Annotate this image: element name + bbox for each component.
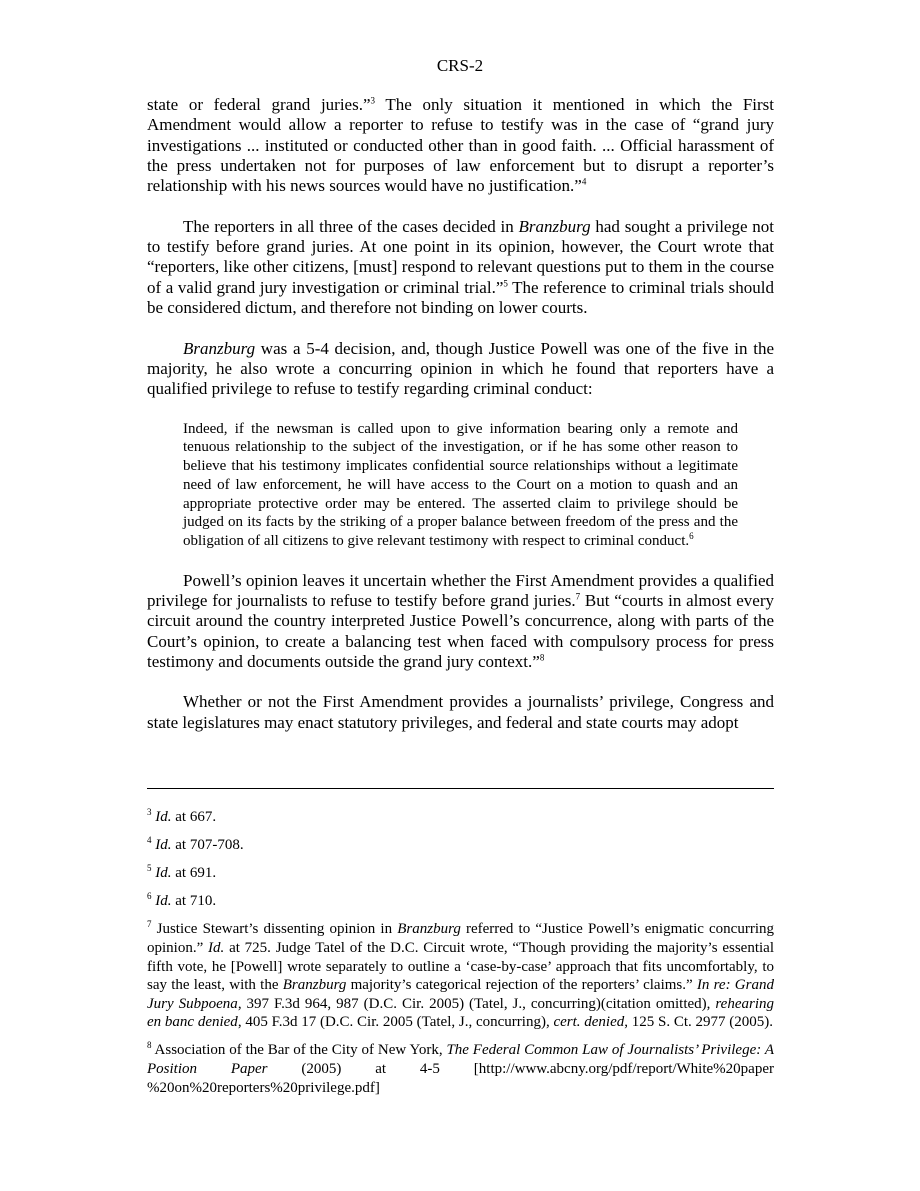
footnote-number: 3: [147, 807, 152, 817]
footnote-text: (2005) at 4-5 [http://www.abcny.org/pdf/report/White%20paper %20on%20reporters%20privilege.pdf]: [147, 1061, 774, 1096]
footnote-id-cite: Id.: [155, 809, 172, 825]
footnote-5: [147, 864, 774, 883]
footnote-6: [147, 892, 774, 911]
footnote-id-cite: Id.: [155, 865, 172, 882]
case-name: Branzburg: [282, 977, 347, 994]
footnote-number: 5: [147, 863, 152, 874]
footnote-number: 7: [147, 919, 152, 930]
footnote-ref-4: 4: [581, 176, 587, 187]
footnote-4: [147, 836, 774, 855]
p4-text-b: But “courts in almost every circuit around the country interpreted Justice Powell’s concurrence, along with parts of the Court’s opinion, to create a balancing test when faced with compulsory process for press testimony and documents outside the grand jury context.”: [147, 590, 774, 671]
footnote-text: , 397 F.3d 964, 987 (D.C. Cir. 2005) (Tatel, J., concurring)(citation omitted),: [237, 995, 716, 1012]
p1-text-a: state or federal grand juries.”: [147, 95, 371, 114]
footnote-number: 6: [147, 891, 152, 902]
citation-phrase: rehearing en banc denied: [147, 995, 774, 1031]
footnote-text: at 691.: [171, 865, 217, 882]
publication-title: The Federal Common Law of Journalists’ Privilege: A Position Paper: [147, 1042, 774, 1078]
footnote-text: at 710.: [171, 893, 217, 910]
p2-text-b: had sought a privilege not to testify before grand juries. At one point in its opinion, however, the Court wrote that “reporters, like other citizens, [must] respond to relevant questions put to them in the course of a valid grand jury investigation or criminal trial.”: [147, 216, 774, 297]
paragraph-1: [147, 95, 774, 196]
footnote-8: [147, 1041, 774, 1097]
case-name: In re: Grand Jury Subpoena: [147, 977, 774, 1012]
paragraph-4: [147, 571, 774, 672]
footnote-text: , 405 F.3d 17 (D.C. Cir. 2005 (Tatel, J., concurring),: [237, 1014, 554, 1031]
case-name: Branzburg: [397, 921, 461, 938]
p4-text-a: Powell’s opinion leaves it uncertain whether the First Amendment provides a qualified privilege for journalists to refuse to testify before grand juries.: [147, 570, 774, 610]
paragraph-3: [147, 339, 774, 400]
footnote-text: Justice Stewart’s dissenting opinion in: [151, 921, 398, 938]
footnote-separator: [147, 788, 774, 789]
case-name: Branzburg: [183, 338, 256, 358]
body-text: [147, 95, 774, 753]
footnote-text: at 725. Judge Tatel of the D.C. Circuit wrote, “Though providing the majority’s essential fifth vote, he [Powell] wrote separately to outline a ‘case-by-case’ approach that fits uncomfortably, to say the least, with the: [147, 939, 774, 994]
footnote-text: at 667.: [171, 809, 217, 825]
footnote-id-cite: Id.: [208, 939, 225, 956]
footnote-text: , 125 S. Ct. 2977 (2005).: [624, 1014, 774, 1031]
footnote-text: majority’s categorical rejection of the reporters’ claims.”: [346, 977, 697, 994]
footnote-3: [147, 808, 774, 827]
footnote-text: at 707-708.: [171, 837, 244, 854]
footnotes: [147, 808, 774, 1107]
quote-text: Indeed, if the newsman is called upon to give information bearing only a remote and tenuous relationship to the subject of the investigation, or if he has some other reason to believe that his testimony implicates confidential source relationships without a legitimate need of law enforcement, he will have access to the Court on a motion to quash and an appropriate protective order may be entered. The asserted claim to privilege should be judged on its facts by the striking of a proper balance between freedom of the press and the obligation of all citizens to give relevant testimony with respect to criminal conduct.: [183, 420, 738, 549]
p5-text-a: Whether or not the First Amendment provides a journalists’ privilege, Congress and state legislatures may enact statutory privileges, and federal and state courts may adopt: [147, 692, 774, 732]
footnote-ref-7: 7: [575, 591, 581, 602]
p1-text-b: The only situation it mentioned in which the First Amendment would allow a reporter to refuse to testify was in the case of “grand jury investigations ... instituted or conducted other than in good faith. ... Official harassment of the press undertaken not for purposes of law enforcement but to disrupt a reporter’s relationship with his news sources would have no justification.”: [147, 95, 774, 196]
page-header: CRS-2: [436, 56, 484, 75]
case-name: Branzburg: [518, 216, 591, 236]
footnote-7: [147, 920, 774, 1032]
footnote-text: Association of the Bar of the City of New York,: [151, 1042, 447, 1059]
p2-text-a: The reporters in all three of the cases decided in: [183, 216, 519, 236]
paragraph-2: [147, 217, 774, 318]
block-quote: [183, 420, 738, 551]
footnote-text: referred to “Justice Powell’s enigmatic concurring opinion.”: [147, 921, 774, 956]
footnote-ref-3: 3: [370, 95, 376, 106]
footnote-ref-5: 5: [503, 278, 508, 289]
footnote-id-cite: Id.: [155, 837, 172, 854]
footnote-number: 8: [147, 1040, 152, 1051]
p2-text-c: The reference to criminal trials should be considered dictum, and therefore not binding on lower courts.: [147, 277, 774, 317]
paragraph-5: [147, 692, 774, 733]
citation-phrase: cert. denied: [553, 1014, 625, 1031]
footnote-ref-8: 8: [539, 652, 545, 663]
footnote-id-cite: Id.: [155, 893, 172, 910]
p3-text-a: was a 5-4 decision, and, though Justice Powell was one of the five in the majority, he also wrote a concurring opinion in which he found that reporters have a qualified privilege to refuse to testify regarding criminal conduct:: [147, 338, 774, 399]
footnote-number: 4: [147, 835, 152, 846]
footnote-ref-6: 6: [689, 530, 694, 541]
